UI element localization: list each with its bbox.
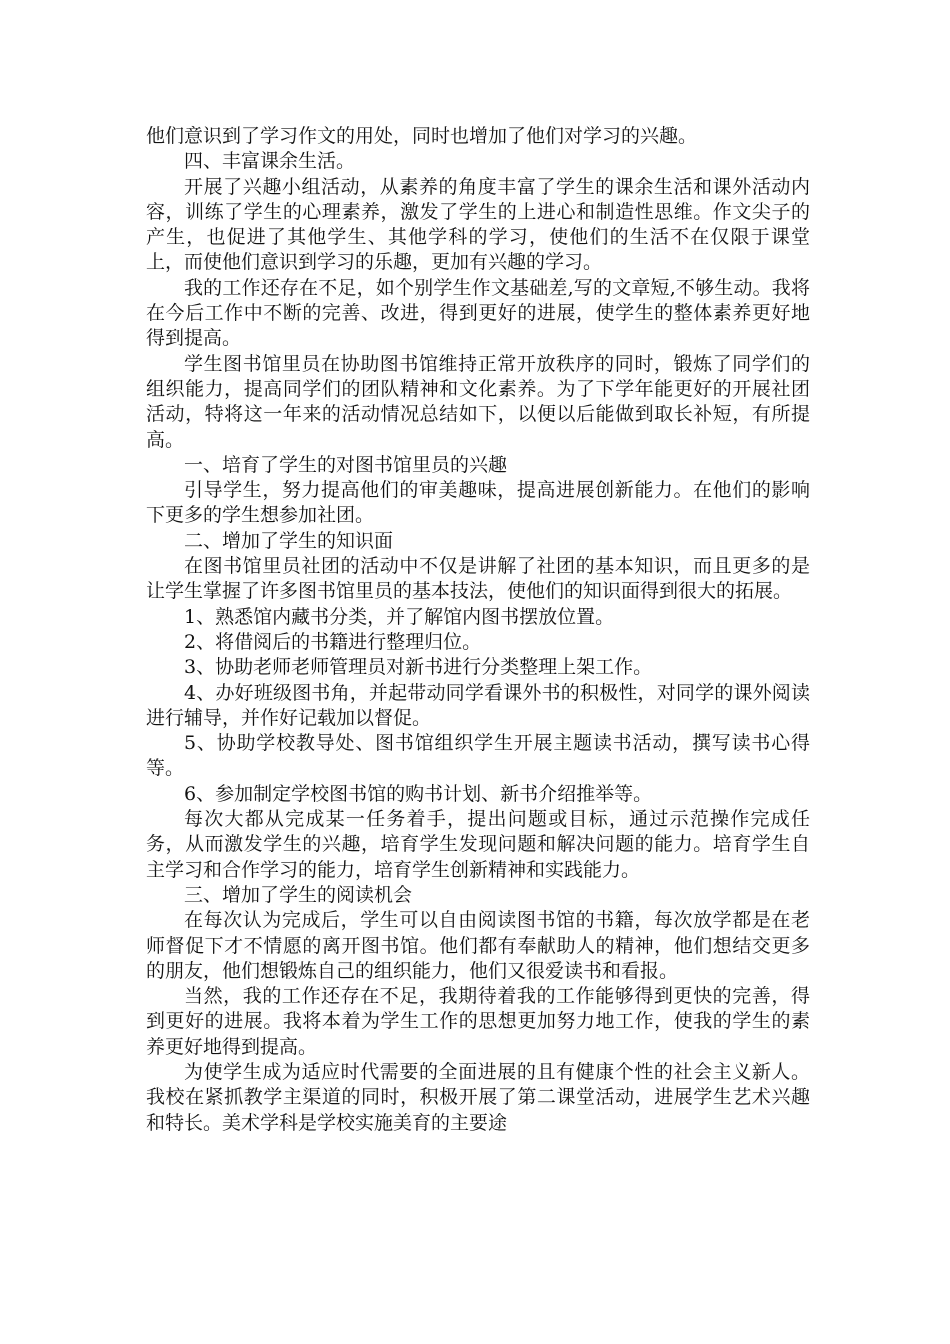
list-item-4: 4、办好班级图书角，并起带动同学看课外书的积极性，对同学的课外阅读进行辅导，并作好记载加以督促。	[146, 681, 810, 729]
list-item-3: 3、协助老师老师管理员对新书进行分类整理上架工作。	[184, 656, 653, 679]
heading-section-4: 四、丰富课余生活。	[184, 150, 356, 173]
list-item-6: 6、参加制定学校图书馆的购书计划、新书介绍推举等。	[184, 782, 653, 805]
heading-section-3: 三、增加了学生的阅读机会	[184, 883, 413, 906]
list-item-2: 2、将借阅后的书籍进行整理归位。	[184, 630, 482, 653]
paragraph-3: 开展了兴趣小组活动，从素养的角度丰富了学生的课余生活和课外活动内容，训练了学生的心理素养，激发了学生的上进心和制造性思维。作文尖子的产生，也促进了其他学生、其他学科的学习，使他们的生活不在仅限于课堂上，而使他们意识到学习的乐趣，更加有兴趣的学习。	[146, 175, 810, 274]
paragraph-5: 学生图书馆里员在协助图书馆维持正常开放秩序的同时，锻炼了同学们的组织能力，提高同学们的团队精神和文化素养。为了下学年能更好的开展社团活动，特将这一年来的活动情况总结如下，以便以后能做到取长补短，有所提高。	[146, 352, 810, 451]
paragraph-1: 他们意识到了学习作文的用处，同时也增加了他们对学习的兴趣。	[146, 125, 698, 147]
list-item-5: 5、协助学校教导处、图书馆组织学生开展主题读书活动，撰写读书心得等。	[146, 732, 810, 780]
paragraph-20: 为使学生成为适应时代需要的全面进展的且有健康个性的社会主义新人。我校在紧抓教学主渠道的同时，积极开展了第二课堂活动，进展学生艺术兴趣和特长。美术学科是学校实施美育的主要途	[146, 1060, 810, 1134]
paragraph-7: 引导学生，努力提高他们的审美趣味，提高进展创新能力。在他们的影响下更多的学生想参加社团。	[146, 479, 810, 527]
heading-section-1: 一、培育了学生的对图书馆里员的兴趣	[184, 453, 508, 476]
paragraph-16: 每次大都从完成某一任务着手，提出问题或目标，通过示范操作完成任务，从而激发学生的兴趣，培育学生发现问题和解决问题的能力。培育学生自主学习和合作学习的能力，培育学生创新精神和实践能力。	[146, 808, 810, 881]
paragraph-4: 我的工作还存在不足，如个别学生作文基础差,写的文章短,不够生动。我将在今后工作中不断的完善、改进，得到更好的进展，使学生的整体素养更好地得到提高。	[146, 276, 810, 350]
paragraph-18: 在每次认为完成后，学生可以自由阅读图书馆的书籍，每次放学都是在老师督促下才不情愿的离开图书馆。他们都有奉献助人的精神，他们想结交更多的朋友，他们想锻炼自己的组织能力，他们又很爱读书和看报。	[146, 909, 810, 982]
document-body	[146, 124, 810, 1136]
heading-section-2: 二、增加了学生的知识面	[184, 529, 394, 552]
list-item-1: 1、熟悉馆内藏书分类，并了解馆内图书摆放位置。	[184, 605, 615, 628]
paragraph-9: 在图书馆里员社团的活动中不仅是讲解了社团的基本知识，而且更多的是让学生掌握了许多图书馆里员的基本技法，使他们的知识面得到很大的拓展。	[146, 555, 810, 603]
paragraph-19: 当然，我的工作还存在不足，我期待着我的工作能够得到更快的完善，得到更好的进展。我将本着为学生工作的思想更加努力地工作，使我的学生的素养更好地得到提高。	[146, 985, 810, 1058]
